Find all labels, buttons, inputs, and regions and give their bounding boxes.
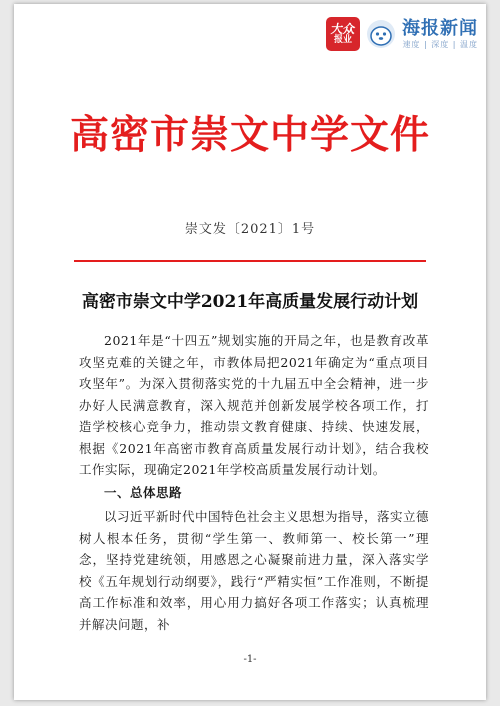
document-header: 高密市崇文中学文件 [69,112,430,158]
document-body [79,330,429,635]
intro-paragraph: 2021年是“十四五”规划实施的开局之年，也是教育改革攻坚克难的关键之年，市教体局把2021年确定为“重点项目攻坚年”。为深入贯彻落实党的十九届五中全会精神，进一步办好人民满意教育，深入规范并创新发展学校各项工作，打造学校核心竞争力，推动崇文教育健康、持续、快速发展，根据《2021年高密市教育高质量发展行动计划》，结合我校工作实际，现确定2021年学校高质量发展行动计划。 [79,333,429,477]
section-heading: 一、总体思路 [104,484,183,500]
page-number: -1- [243,654,257,665]
watermark-logo [326,14,478,54]
section-paragraph: 以习近平新时代中国特色社会主义思想为指导，落实立德树人根本任务，贯彻“学生第一、教师第一、校长第一”理念，坚持党建统领，用感恩之心凝聚前进力量，深入落实学校《五年规划行动纲要》，践行“严精实恒”工作准则，不断提高工作标准和效率，用心用力搞好各项工作落实；认真梳理并解决问题，补 [79,509,430,632]
document-title: 高密市崇文中学2021年高质量发展行动计划 [81,292,419,312]
seal-mascot-icon [366,19,396,49]
document-page [14,4,486,700]
document-number: 崇文发〔2021〕1号 [184,222,316,237]
brand-name: 海报新闻 [402,17,478,39]
dazhong-badge-icon: 大众 报业 [326,17,360,51]
brand-slogan: 速度 | 深度 | 温度 [402,39,478,49]
red-divider [74,260,426,262]
